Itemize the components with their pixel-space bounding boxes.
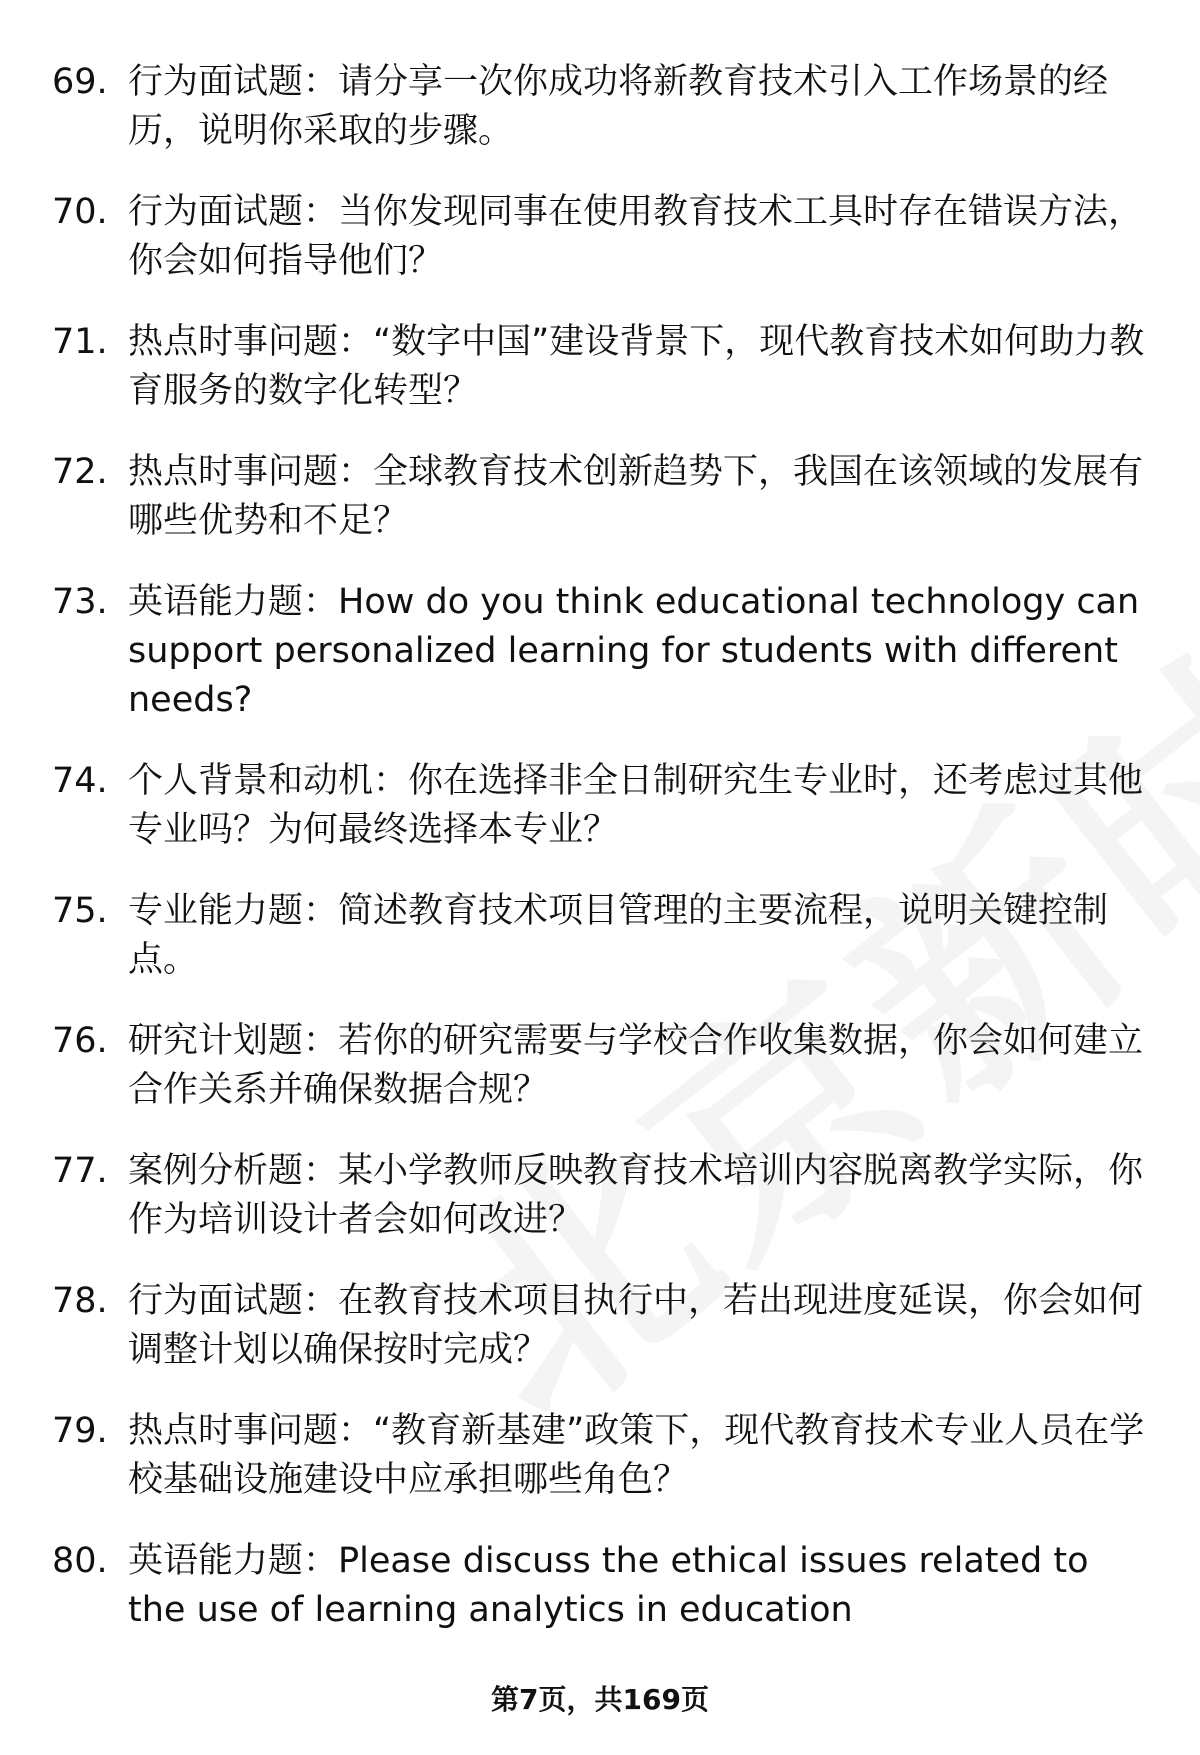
question-text: 英语能力题：Please discuss the ethical issues related to the use of learning analytics in education — [128, 1541, 1089, 1630]
question-text: 行为面试题：当你发现同事在使用教育技术工具时存在错误方法，你会如何指导他们？ — [128, 192, 1144, 281]
question-text: 个人背景和动机：你在选择非全日制研究生专业时，还考虑过其他专业吗？为何最终选择本专业？ — [128, 761, 1144, 850]
question-number: 76. — [52, 1021, 108, 1061]
question-number: 74. — [52, 761, 108, 801]
question-item — [52, 1407, 1152, 1505]
question-number: 72. — [52, 452, 108, 492]
question-number: 78. — [52, 1281, 108, 1321]
question-text: 行为面试题：请分享一次你成功将新教育技术引入工作场景的经历，说明你采取的步骤。 — [128, 62, 1109, 151]
question-item — [52, 1277, 1152, 1375]
question-item — [52, 318, 1152, 416]
question-item — [52, 1147, 1152, 1245]
question-item — [52, 887, 1152, 985]
question-text: 行为面试题：在教育技术项目执行中，若出现进度延误，你会如何调整计划以确保按时完成？ — [128, 1281, 1144, 1370]
question-list — [52, 58, 1152, 1667]
question-text: 热点时事问题：“数字中国”建设背景下，现代教育技术如何助力教育服务的数字化转型？ — [128, 322, 1145, 411]
question-number: 77. — [52, 1151, 108, 1191]
question-number: 80. — [52, 1541, 108, 1581]
question-text: 热点时事问题：全球教育技术创新趋势下，我国在该领域的发展有哪些优势和不足？ — [128, 452, 1144, 541]
question-item — [52, 448, 1152, 546]
question-number: 73. — [52, 582, 108, 622]
question-item — [52, 757, 1152, 855]
question-text: 案例分析题：某小学教师反映教育技术培训内容脱离教学实际，你作为培训设计者会如何改进？ — [128, 1151, 1144, 1240]
question-number: 75. — [52, 891, 108, 931]
question-number: 69. — [52, 62, 108, 102]
question-number: 79. — [52, 1411, 108, 1451]
question-text: 专业能力题：简述教育技术项目管理的主要流程，说明关键控制点。 — [128, 891, 1109, 980]
question-text: 英语能力题：How do you think educational technology can support personalized learning for students with different needs? — [128, 582, 1140, 720]
page-number: 第7页，共169页 — [491, 1683, 709, 1716]
question-item — [52, 1017, 1152, 1115]
question-text: 研究计划题：若你的研究需要与学校合作收集数据，你会如何建立合作关系并确保数据合规？ — [128, 1021, 1144, 1110]
question-number: 71. — [52, 322, 108, 362]
question-item — [52, 578, 1152, 725]
question-text: 热点时事问题：“教育新基建”政策下，现代教育技术专业人员在学校基础设施建设中应承担哪些角色？ — [128, 1411, 1145, 1500]
question-number: 70. — [52, 192, 108, 232]
question-item — [52, 188, 1152, 286]
question-item — [52, 1537, 1152, 1635]
question-item — [52, 58, 1152, 156]
